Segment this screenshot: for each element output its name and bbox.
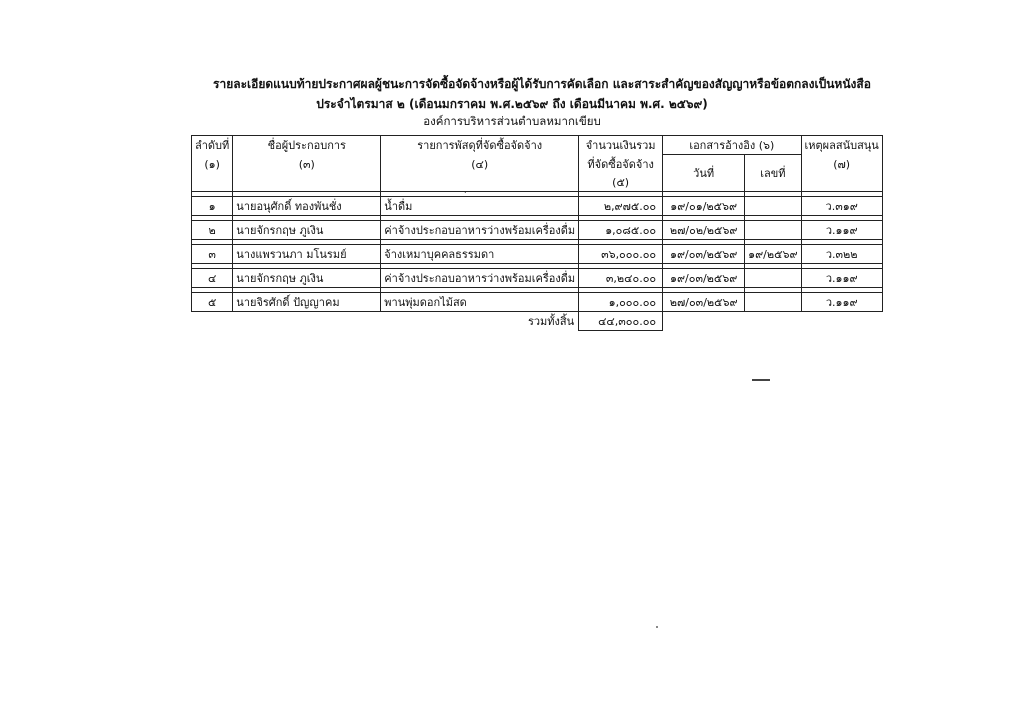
- cell-reason: ว.๑๑๙: [801, 292, 882, 311]
- cell-item: จ้างเหมาบุคคลธรรมดา: [381, 244, 579, 263]
- cell-seq: ๕: [192, 292, 233, 311]
- total-row: [192, 311, 883, 330]
- table-row: [192, 292, 883, 311]
- cell-date: ๑๙/๐๓/๒๕๖๙: [663, 244, 745, 263]
- col-header-reason: เหตุผลสนับสนุน: [801, 136, 882, 155]
- table-row: [192, 268, 883, 287]
- col-header-item: รายการพัสดุที่จัดซื้อจัดจ้าง: [381, 136, 579, 155]
- cell-amount: ๑,๐๘๕.๐๐: [579, 220, 663, 239]
- cell-vendor: นายจิรศักดิ์ ปัญญาคม: [233, 292, 381, 311]
- cell-date: ๑๙/๐๓/๒๕๖๙: [663, 268, 745, 287]
- cell-date: ๒๗/๐๓/๒๕๖๙: [663, 292, 745, 311]
- col-header-amount: จำนวนเงินรวม: [579, 136, 663, 155]
- cell-item: น้ำดื่ม: [381, 196, 579, 215]
- cell-number: [745, 220, 801, 239]
- cell-vendor: นางแพรวนภา มโนรมย์: [233, 244, 381, 263]
- col-number-seq: (๑): [192, 155, 233, 173]
- cell-number: ๑๙/๒๕๖๙: [745, 244, 801, 263]
- header-subrow: [192, 155, 883, 173]
- header-row: [192, 136, 883, 155]
- col-number-amount: (๕): [579, 173, 663, 192]
- col-number-vendor: (๓): [233, 155, 381, 173]
- cell-date: ๑๙/๐๑/๒๕๖๙: [663, 196, 745, 215]
- scan-mark: [752, 379, 770, 381]
- header-organization: องค์การบริหารส่วนตำบลหมากเขียบ: [423, 114, 601, 128]
- col-number-reason: (๗): [801, 155, 882, 173]
- procurement-table: [191, 135, 883, 331]
- scan-speck-2: [656, 626, 658, 628]
- cell-amount: ๓๖,๐๐๐.๐๐: [579, 244, 663, 263]
- col-number-item: (๔): [381, 155, 579, 173]
- scan-speck: .: [464, 186, 467, 195]
- cell-vendor: นายจักรกฤษ ภูเงิน: [233, 220, 381, 239]
- total-label: รวมทั้งสิ้น: [527, 314, 575, 328]
- col-header-seq: ลำดับที่: [192, 136, 233, 155]
- col-header-ref-number: เลขที่: [745, 155, 801, 192]
- document-header: [0, 74, 1024, 128]
- table-row: [192, 244, 883, 263]
- cell-date: ๒๗/๐๒/๒๕๖๙: [663, 220, 745, 239]
- col-header-amount-line2: ที่จัดซื้อจัดจ้าง: [579, 155, 663, 173]
- cell-reason: ว.๓๑๙: [801, 196, 882, 215]
- header-period: ประจำไตรมาส ๒ (เดือนมกราคม พ.ศ.๒๕๖๙ ถึง เดือนมีนาคม พ.ศ. ๒๕๖๙): [316, 97, 708, 111]
- table-row: [192, 220, 883, 239]
- cell-reason: ว.๑๑๙: [801, 268, 882, 287]
- cell-amount: ๓,๒๔๐.๐๐: [579, 268, 663, 287]
- cell-reason: ว.๓๒๒: [801, 244, 882, 263]
- cell-number: [745, 292, 801, 311]
- col-header-vendor: ชื่อผู้ประกอบการ: [233, 136, 381, 155]
- cell-amount: ๒,๙๗๕.๐๐: [579, 196, 663, 215]
- cell-item: ค่าจ้างประกอบอาหารว่างพร้อมเครื่องดื่ม: [381, 220, 579, 239]
- table-row: [192, 196, 883, 215]
- col-header-ref: เอกสารอ้างอิง (๖): [663, 136, 801, 155]
- cell-number: [745, 196, 801, 215]
- cell-amount: ๑,๐๐๐.๐๐: [579, 292, 663, 311]
- cell-seq: ๓: [192, 244, 233, 263]
- cell-number: [745, 268, 801, 287]
- cell-vendor: นายจักรกฤษ ภูเงิน: [233, 268, 381, 287]
- cell-vendor: นายอนุศักดิ์ ทองพันชั่ง: [233, 196, 381, 215]
- cell-item: ค่าจ้างประกอบอาหารว่างพร้อมเครื่องดื่ม: [381, 268, 579, 287]
- cell-seq: ๑: [192, 196, 233, 215]
- col-header-ref-date: วันที่: [663, 155, 745, 192]
- cell-seq: ๔: [192, 268, 233, 287]
- total-value: ๔๔,๓๐๐.๐๐: [579, 311, 663, 330]
- cell-seq: ๒: [192, 220, 233, 239]
- cell-reason: ว.๑๑๙: [801, 220, 882, 239]
- header-title: รายละเอียดแนบท้ายประกาศผลผู้ชนะการจัดซื้อจัดจ้างหรือผู้ได้รับการคัดเลือก และสาระสำคัญของสัญญาหรือข้อตกลงเป็นหนังสือ: [213, 77, 871, 91]
- cell-item: พานพุ่มดอกไม้สด: [381, 292, 579, 311]
